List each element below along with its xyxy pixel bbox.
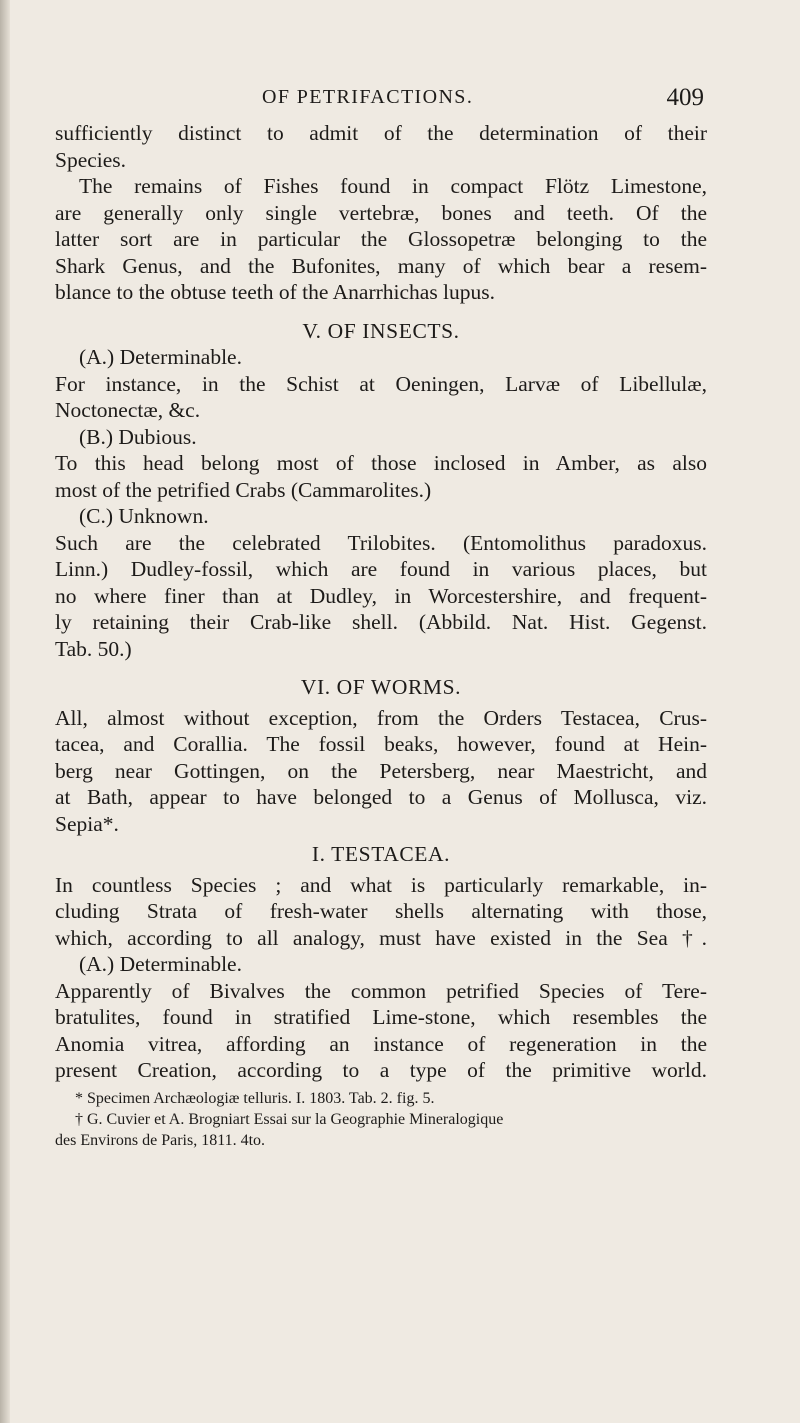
text-line: Linn.) Dudley-fossil, which are found in various places, but (55, 557, 707, 581)
text-line: Anomia vitrea, affording an instance of regeneration in the (55, 1031, 707, 1056)
text-line: latter sort are in particular the Glossopetræ belonging to the (55, 227, 707, 251)
footnote-line: des Environs de Paris, 1811. 4to. (55, 1131, 266, 1149)
text-line: Shark Genus, and the Bufonites, many of which bear a resem- (55, 253, 707, 278)
text-line: Apparently of Bivalves the common petrified Species of Tere- (55, 978, 707, 1003)
text-line: sufficiently distinct to admit of the determination of their (55, 121, 707, 145)
text-line: cluding Strata of fresh-water shells alternating with those, (55, 899, 707, 923)
text-line: All, almost without exception, from the Orders Testacea, Crus- (55, 705, 707, 730)
text-line: tacea, and Corallia. The fossil beaks, however, found at Hein- (55, 732, 707, 756)
text-line: To this head belong most of those inclosed in Amber, as also (55, 451, 707, 475)
page-number: 409 (666, 84, 704, 111)
text-line: no where finer than at Dudley, in Worcestershire, and frequent- (55, 583, 707, 608)
text-line: present Creation, according to a type of the primitive world. (55, 1058, 707, 1082)
text-line: bratulites, found in stratified Lime-stone, which resembles the (55, 1005, 707, 1029)
text-line: most of the petrified Crabs (Cammarolites.) (55, 477, 432, 502)
spacer (55, 662, 707, 674)
footnote-line: * Specimen Archæologiæ telluris. I. 1803. Tab. 2. fig. 5. (75, 1089, 435, 1107)
text-line: Sepia*. (55, 811, 119, 836)
text-line: VI. OF WORMS. (300, 675, 462, 699)
text-lines (55, 120, 707, 1084)
spacer (55, 306, 707, 318)
text-line: For instance, in the Schist at Oeningen, Larvæ of Libellulæ, (55, 371, 707, 396)
footnotes (55, 1088, 707, 1151)
text-line: In countless Species ; and what is particularly remarkable, in- (55, 872, 707, 897)
text-line: Tab. 50.) (55, 636, 132, 661)
text-line: (B.) Dubious. (79, 424, 197, 449)
page-gutter (0, 0, 10, 1423)
text-line: Such are the celebrated Trilobites. (Entomolithus paradoxus. (55, 530, 707, 555)
footnote-line: † G. Cuvier et A. Brogniart Essai sur la Geographie Mineralogique (75, 1110, 504, 1128)
text-line: which, according to all analogy, must have existed in the Sea †. (55, 925, 707, 950)
body-text (55, 120, 707, 1151)
text-line: blance to the obtuse teeth of the Anarrhichas lupus. (55, 280, 496, 304)
text-line: I. TESTACEA. (311, 842, 451, 866)
running-header (262, 84, 704, 112)
text-line: (A.) Determinable. (79, 952, 242, 976)
text-line: Noctonectæ, &c. (55, 398, 201, 422)
text-line: The remains of Fishes found in compact Flötz Limestone, (79, 174, 707, 198)
text-line: V. OF INSECTS. (302, 318, 460, 343)
text-line: Species. (55, 147, 127, 172)
text-line: (C.) Unknown. (79, 504, 209, 528)
text-line: ly retaining their Crab-like shell. (Abbild. Nat. Hist. Gegenst. (55, 610, 707, 634)
text-line: berg near Gottingen, on the Petersberg, near Maestricht, and (55, 758, 707, 783)
text-line: at Bath, appear to have belonged to a Genus of Mollusca, viz. (55, 785, 707, 809)
running-title: OF PETRIFACTIONS. (262, 86, 474, 108)
text-line: are generally only single vertebræ, bones and teeth. Of the (55, 200, 707, 225)
text-line: (A.) Determinable. (79, 345, 242, 369)
